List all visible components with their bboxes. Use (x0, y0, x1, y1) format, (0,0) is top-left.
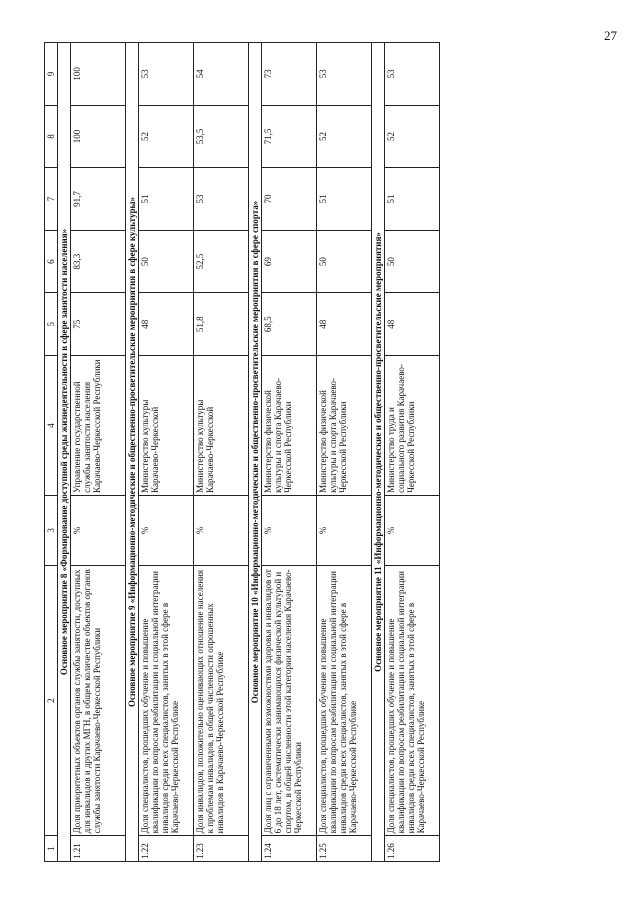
header-cell: 3 (45, 495, 58, 565)
indicator-description: Доля приоритетных объектов органов службы занятости, доступных для инвалидов и других МГН, в общем количестве объектов органов службы занятости Карачаево-Черкесской Республики (71, 565, 126, 835)
value: 52 (139, 105, 194, 168)
value: 48 (139, 293, 194, 356)
executor: Министерство культуры Карачаево-Черкесской (139, 356, 194, 496)
indicator-description: Доля специалистов, прошедших обучение и повышение квалификации по вопросам реабилитации и социальной интеграции инвалидов среди всех специалистов, занятых в этой сфере в Карачаево-Черкесской Республике (317, 565, 372, 835)
value: 48 (385, 293, 440, 356)
value: 52,5 (194, 230, 249, 293)
value: 70 (262, 168, 317, 231)
row-number: 1.26 (385, 836, 440, 862)
value: 69 (262, 230, 317, 293)
row-number: 1.22 (139, 836, 194, 862)
indicators-table (44, 42, 440, 862)
section-title: Основное мероприятие 9 «Информационно-методические и общественно-просветительские мероприятия в сфере культуры» (126, 43, 139, 862)
value: 48 (317, 293, 372, 356)
row-number: 1.25 (317, 836, 372, 862)
header-cell: 7 (45, 168, 58, 231)
executor: Министерство культуры Карачаево-Черкесской (194, 356, 249, 496)
value: 52 (317, 105, 372, 168)
value: 53 (139, 43, 194, 106)
value: 51 (317, 168, 372, 231)
table-row (262, 43, 317, 862)
value: 53 (385, 43, 440, 106)
value: 50 (317, 230, 372, 293)
header-cell: 6 (45, 230, 58, 293)
executor: Управление государственной службы занятости населения Карачаево-Черкесской Республики (71, 356, 126, 496)
row-number: 1.21 (71, 836, 126, 862)
value: 91,7 (71, 168, 126, 231)
section-title: Основное мероприятие 11 «Информационно-методические и общественно-просветительские мероприятия» (372, 43, 385, 862)
value: 71,5 (262, 105, 317, 168)
header-cell: 2 (45, 565, 58, 835)
value: 53,5 (194, 105, 249, 168)
header-cell: 8 (45, 105, 58, 168)
value: 75 (71, 293, 126, 356)
value: 52 (385, 105, 440, 168)
value: 51,8 (194, 293, 249, 356)
header-cell: 1 (45, 836, 58, 862)
section-row (372, 43, 385, 862)
header-cell: 4 (45, 356, 58, 496)
value: 54 (194, 43, 249, 106)
section-row (58, 43, 71, 862)
section-row (249, 43, 262, 862)
value: 68,5 (262, 293, 317, 356)
value: 73 (262, 43, 317, 106)
indicator-description: Доля лиц с ограниченными возможностями здоровья и инвалидов от 6 до 18 лет, систематически занимающихся физической культурой и спортом, в общей численности этой категории населения Карачаево-Черкесской Республики (262, 565, 317, 835)
header-cell: 9 (45, 43, 58, 106)
indicator-description: Доля инвалидов, положительно оценивающих отношение населения к проблемам инвалидов, в общей численности опрошенных инвалидов в Карачаево-Черкесской Республике (194, 565, 249, 835)
page-number: 27 (604, 28, 617, 43)
table-row (385, 43, 440, 862)
row-number: 1.23 (194, 836, 249, 862)
value: 50 (385, 230, 440, 293)
unit: % (194, 495, 249, 565)
rotated-table-container (44, 42, 612, 862)
value: 53 (194, 168, 249, 231)
header-cell: 5 (45, 293, 58, 356)
table-row (317, 43, 372, 862)
value: 83,3 (71, 230, 126, 293)
table-row (194, 43, 249, 862)
value: 51 (139, 168, 194, 231)
value: 53 (317, 43, 372, 106)
section-title: Основное мероприятие 10 «Информационно-методические и общественно-просветительские мероприятия в сфере спорта» (249, 43, 262, 862)
table-row (71, 43, 126, 862)
row-number: 1.24 (262, 836, 317, 862)
value: 50 (139, 230, 194, 293)
unit: % (71, 495, 126, 565)
unit: % (139, 495, 194, 565)
value: 100 (71, 105, 126, 168)
indicator-description: Доля специалистов, прошедших обучение и повышение квалификации по вопросам реабилитации и социальной интеграции инвалидов среди всех специалистов, занятых в этой сфере в Карачаево-Черкесской Республике (139, 565, 194, 835)
section-row (126, 43, 139, 862)
value: 100 (71, 43, 126, 106)
value: 51 (385, 168, 440, 231)
executor: Министерство труда и социального развития Карачаево-Черкесской Республики (385, 356, 440, 496)
unit: % (317, 495, 372, 565)
unit: % (385, 495, 440, 565)
unit: % (262, 495, 317, 565)
executor: Министерство физической культуры и спорта Карачаево-Черкесской Республики (262, 356, 317, 496)
header-row (45, 43, 58, 862)
section-title: Основное мероприятие 8 «Формирование доступной среды жизнедеятельности в сфере занятости населения» (58, 43, 71, 862)
table-row (139, 43, 194, 862)
indicator-description: Доля специалистов, прошедших обучение и повышение квалификации по вопросам реабилитации и социальной интеграции инвалидов среди всех специалистов, занятых в этой сфере в Карачаево-Черкесской Республике (385, 565, 440, 835)
executor: Министерство физической культуры и спорта Карачаево-Черкесской Республики (317, 356, 372, 496)
